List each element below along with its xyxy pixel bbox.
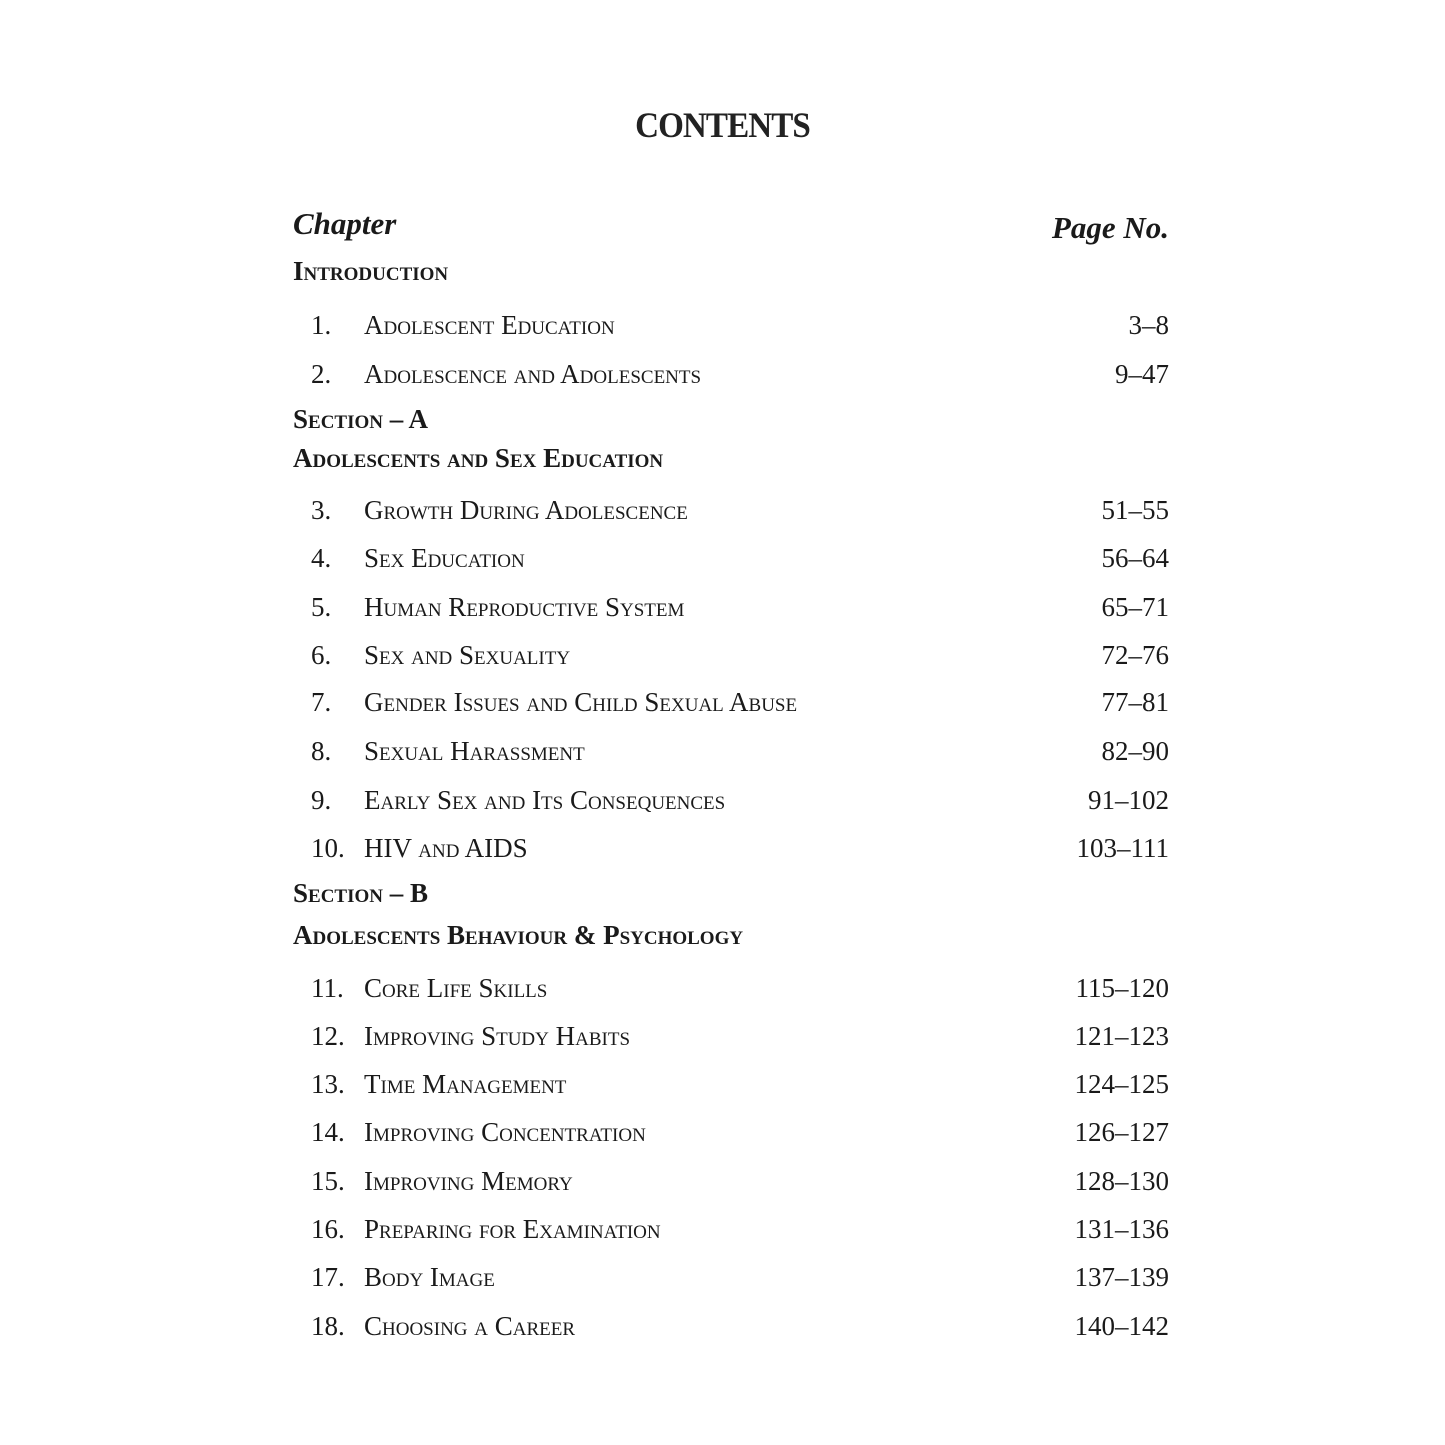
chapter-title: Core Life Skills	[364, 973, 548, 1003]
chapter-title: Improving Memory	[364, 1166, 573, 1196]
page-range: 51–55	[1101, 495, 1169, 525]
page-range: 72–76	[1101, 640, 1169, 670]
chapter-title: Body Image	[364, 1262, 495, 1292]
toc-entry[interactable]	[0, 1257, 1445, 1297]
chapter-number: 11.	[311, 973, 344, 1003]
chapter-title: Adolescence and Adolescents	[364, 359, 702, 389]
section-a-heading: Section – A	[293, 404, 428, 434]
chapter-number: 5.	[311, 592, 332, 622]
chapter-number: 8.	[311, 736, 332, 766]
section-b-subheading: Adolescents Behaviour & Psychology	[293, 920, 744, 950]
chapter-title: Sexual Harassment	[364, 736, 585, 766]
chapter-number: 6.	[311, 640, 332, 670]
section-b-heading: Section – B	[293, 878, 428, 908]
chapter-title: Early Sex and Its Consequences	[364, 785, 726, 815]
chapter-number: 9.	[311, 785, 332, 815]
page-range: 124–125	[1074, 1069, 1169, 1099]
page-range: 9–47	[1115, 359, 1169, 389]
chapter-title: Improving Concentration	[364, 1117, 646, 1147]
toc-entry[interactable]	[0, 1112, 1445, 1152]
introduction-heading: Introduction	[293, 256, 449, 286]
page-range: 137–139	[1074, 1262, 1169, 1292]
toc-entry[interactable]	[0, 780, 1445, 820]
page-no-column-header: Page No.	[1051, 210, 1169, 245]
chapter-title: Gender Issues and Child Sexual Abuse	[364, 687, 798, 717]
page-range: 65–71	[1101, 592, 1169, 622]
chapter-title: Sex Education	[364, 543, 525, 573]
chapter-title: Time Management	[364, 1069, 567, 1099]
page-range: 82–90	[1101, 736, 1169, 766]
chapter-number: 15.	[311, 1166, 345, 1196]
chapter-title: Adolescent Education	[364, 310, 615, 340]
toc-entry[interactable]	[0, 1016, 1445, 1056]
page-range: 103–111	[1076, 833, 1169, 863]
page-range: 121–123	[1074, 1021, 1169, 1051]
toc-entry[interactable]	[0, 538, 1445, 578]
page-range: 131–136	[1074, 1214, 1169, 1244]
page-range: 56–64	[1101, 543, 1169, 573]
toc-entry[interactable]	[0, 731, 1445, 771]
toc-entry[interactable]	[0, 305, 1445, 345]
chapter-title: HIV and AIDS	[364, 833, 528, 863]
chapter-number: 18.	[311, 1311, 345, 1341]
chapter-number: 1.	[311, 310, 332, 340]
chapter-column-header: Chapter	[293, 206, 397, 241]
page-range: 115–120	[1075, 973, 1169, 1003]
toc-entry[interactable]	[0, 490, 1445, 530]
page-title: CONTENTS	[635, 105, 810, 145]
chapter-title: Choosing a Career	[364, 1311, 576, 1341]
chapter-number: 7.	[311, 687, 332, 717]
chapter-title: Sex and Sexuality	[364, 640, 571, 670]
chapter-title: Human Reproductive System	[364, 592, 685, 622]
toc-entry[interactable]	[0, 682, 1445, 722]
chapter-number: 16.	[311, 1214, 345, 1244]
toc-entry[interactable]	[0, 635, 1445, 675]
toc-entry[interactable]	[0, 828, 1445, 868]
page-range: 77–81	[1101, 687, 1169, 717]
chapter-number: 10.	[311, 833, 345, 863]
chapter-number: 12.	[311, 1021, 345, 1051]
toc-entry[interactable]	[0, 587, 1445, 627]
page-range: 126–127	[1074, 1117, 1169, 1147]
chapter-number: 2.	[311, 359, 332, 389]
page-range: 91–102	[1088, 785, 1169, 815]
chapter-title: Preparing for Examination	[364, 1214, 661, 1244]
chapter-number: 13.	[311, 1069, 345, 1099]
page-range: 128–130	[1074, 1166, 1169, 1196]
chapter-number: 3.	[311, 495, 332, 525]
chapter-number: 4.	[311, 543, 332, 573]
toc-entry[interactable]	[0, 1306, 1445, 1346]
toc-entry[interactable]	[0, 1209, 1445, 1249]
chapter-number: 17.	[311, 1262, 345, 1292]
chapter-number: 14.	[311, 1117, 345, 1147]
page-range: 3–8	[1128, 310, 1169, 340]
chapter-title: Growth During Adolescence	[364, 495, 688, 525]
page-range: 140–142	[1074, 1311, 1169, 1341]
toc-entry[interactable]	[0, 968, 1445, 1008]
toc-entry[interactable]	[0, 1161, 1445, 1201]
toc-entry[interactable]	[0, 1064, 1445, 1104]
toc-entry[interactable]	[0, 354, 1445, 394]
chapter-title: Improving Study Habits	[364, 1021, 631, 1051]
section-a-subheading: Adolescents and Sex Education	[293, 443, 664, 473]
